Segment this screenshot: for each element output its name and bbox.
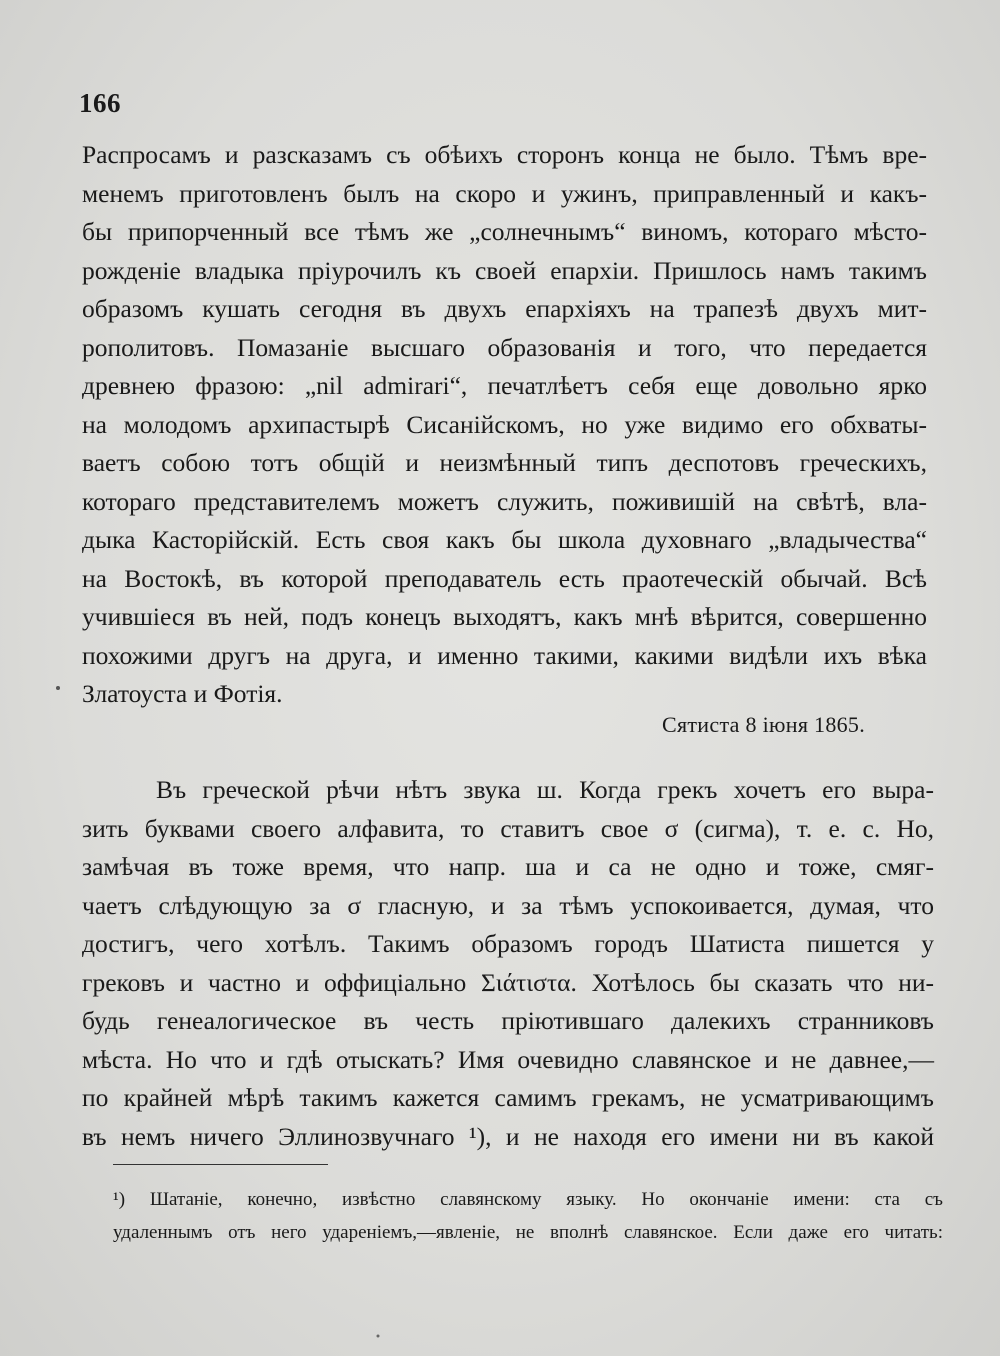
text-line: въ немъ ничего Эллинозвучнаго ¹), и не находя его имени ни въ какой [82, 1121, 934, 1151]
footnotes [113, 1183, 943, 1249]
text-line: ваетъ собою тотъ общій и неизмѣнный типъ деспотовъ греческихъ, [82, 448, 927, 477]
text-line: достигъ, чего хотѣлъ. Такимъ образомъ городъ Шатиста пишется у [82, 929, 934, 958]
text-line: на молодомъ архипастырѣ Сисанійскомъ, но уже видимо его обхваты- [82, 409, 927, 439]
text-line: образомъ кушать сегодня въ двухъ епархіяхъ на трапезѣ двухъ мит- [82, 294, 927, 323]
text-line: Въ греческой рѣчи нѣтъ звука ш. Когда грекъ хочетъ его выра- [156, 775, 934, 804]
text-line: рожденіе владыка пріурочилъ къ своей епархіи. Пришлось намъ такимъ [82, 255, 927, 285]
dateline: Сятиста 8 іюня 1865. [662, 712, 866, 737]
text-line: похожими другъ на друга, и именно такими, какими видѣли ихъ вѣка [82, 640, 927, 670]
text-line: котораго представителемъ можетъ служить, поживишій на свѣтѣ, вла- [82, 486, 927, 516]
text-line: будь генеалогическое въ честь пріютившаго далекихъ странниковъ [82, 1006, 934, 1035]
text-line: мѣста. Но что и гдѣ отыскать? Имя очевидно славянское и не давнее,— [82, 1044, 934, 1074]
text-line: грековъ и частно и оффиціально Σιάτιστα. Хотѣлось бы сказать что ни- [82, 967, 934, 997]
text-line: чаетъ слѣдующую за σ гласную, и за тѣмъ успокоивается, думая, что [82, 890, 934, 920]
text-line: учившіеся въ ней, подъ конецъ выходятъ, какъ мнѣ вѣрится, совершенно [82, 602, 927, 631]
text-line: дыка Касторійскій. Есть своя какъ бы школа духовнаго „владычества“ [82, 525, 927, 554]
page-number: 166 [79, 88, 121, 118]
footnote-line: ¹) Шатаніе, конечно, извѣстно славянскому языку. Но окончаніе имени: ста съ [113, 1189, 943, 1210]
text-line: зить буквами своего алфавита, то ставитъ свое σ (сигма), т. е. с. Но, [82, 813, 934, 843]
footnote-line: удаленнымъ отъ него удареніемъ,—явленіе, не вполнѣ славянское. Если даже его читать: [113, 1222, 943, 1243]
text-line: менемъ приготовленъ былъ на скоро и ужинъ, приправленный и какъ- [82, 178, 927, 208]
footnote-divider [113, 1164, 328, 1165]
text-line: Распросамъ и разсказамъ съ обѣихъ сторонъ конца не было. Тѣмъ вре- [82, 140, 927, 169]
text-line: замѣчая въ тоже время, что напр. ша и са не одно и тоже, смяг- [82, 852, 934, 881]
text-line: по крайней мѣрѣ такимъ кажется самимъ грекамъ, не усматривающимъ [82, 1083, 934, 1112]
text-line: на Востокѣ, въ которой преподаватель есть праотеческій обычай. Всѣ [82, 563, 927, 593]
text-line: древнею фразою: „nil admirari“, печатлѣетъ себя еще довольно ярко [82, 371, 927, 400]
text-line: бы припорченный все тѣмъ же „солнечнымъ“ виномъ, котораго мѣсто- [82, 217, 927, 246]
paragraph-2 [82, 771, 934, 1156]
text-line: Златоуста и Фотія. [82, 679, 283, 708]
text-line: рополитовъ. Помазаніе высшаго образованія и того, что передается [82, 332, 927, 362]
paragraph-1 [82, 136, 927, 714]
